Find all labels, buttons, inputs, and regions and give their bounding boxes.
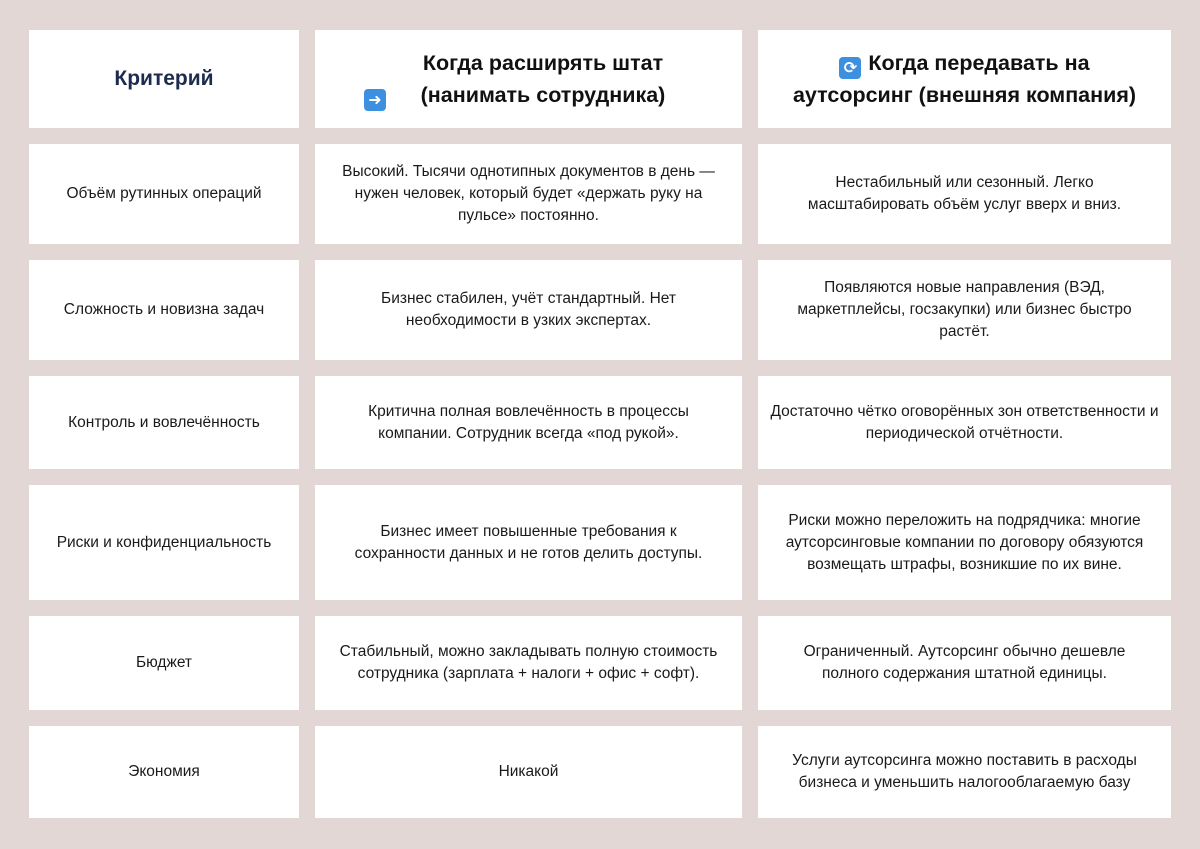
outsource-text: Нестабильный или сезонный. Легко масштабировать объём услуг вверх и вниз. <box>807 174 1122 213</box>
row-hire <box>315 616 742 710</box>
row-criterion <box>29 485 299 600</box>
row-hire <box>315 144 742 244</box>
row-hire <box>315 376 742 469</box>
row-criterion <box>29 376 299 469</box>
right-arrow-icon: ➜ <box>364 89 386 111</box>
hire-text: Стабильный, можно закладывать полную стоимость сотрудника (зарплата + налоги + офис + софт). <box>339 643 718 682</box>
row-criterion <box>29 726 299 818</box>
row-criterion <box>29 616 299 710</box>
row-outsource <box>758 485 1171 600</box>
criterion-text: Экономия <box>128 763 200 780</box>
outsource-text: Риски можно переложить на подрядчика: многие аутсорсинговые компании по договору обязуются возмещать штрафы, возникшие по их вине. <box>785 511 1144 573</box>
criterion-text: Контроль и вовлечённость <box>68 413 260 431</box>
criterion-text: Объём рутинных операций <box>66 185 262 202</box>
header-criterion <box>29 30 299 128</box>
outsource-text: Ограниченный. Аутсорсинг обычно дешевле полного содержания штатной единицы. <box>803 643 1126 682</box>
row-outsource <box>758 144 1171 244</box>
row-hire <box>315 485 742 600</box>
refresh-arrows-icon: ⟳ <box>839 57 861 79</box>
criterion-text: Сложность и новизна задач <box>63 301 265 318</box>
hire-text: Бизнес стабилен, учёт стандартный. Нет необходимости в узких экспертах. <box>381 290 676 329</box>
hire-text: Бизнес имеет повышенные требования к сохранности данных и не готов делить доступы. <box>354 522 703 562</box>
hire-text: Высокий. Тысячи однотипных документов в день — нужен человек, который будет «держать руку на пульсе» постоянно. <box>342 163 715 224</box>
criterion-text: Бюджет <box>135 654 193 671</box>
outsource-text: Услуги аутсорсинга можно поставить в расходы бизнеса и уменьшить налогооблагаемую базу <box>792 752 1137 791</box>
outsource-text: Появляются новые направления (ВЭД, маркетплейсы, госзакупки) или бизнес быстро растёт. <box>797 279 1132 340</box>
header-hire <box>315 30 742 128</box>
row-outsource <box>758 726 1171 818</box>
criterion-text: Риски и конфиденциальность <box>56 533 272 551</box>
row-hire <box>315 260 742 360</box>
outsource-text: Достаточно чётко оговорённых зон ответственности и периодической отчётности. <box>770 402 1159 442</box>
hire-text: Никакой <box>498 763 559 780</box>
header-outsource <box>758 30 1171 128</box>
header-hire-label: Когда расширять штат (нанимать сотрудника) <box>420 51 666 107</box>
hire-text: Критична полная вовлечённость в процессы компании. Сотрудник всегда «под рукой». <box>368 402 689 442</box>
header-criterion-label: Критерий <box>114 67 214 90</box>
row-hire <box>315 726 742 818</box>
comparison-table <box>29 30 1171 818</box>
row-outsource <box>758 616 1171 710</box>
row-outsource <box>758 260 1171 360</box>
row-outsource <box>758 376 1171 469</box>
row-criterion <box>29 260 299 360</box>
header-outsource-label: Когда передавать на аутсорсинг (внешняя компания) <box>792 51 1137 107</box>
row-criterion <box>29 144 299 244</box>
